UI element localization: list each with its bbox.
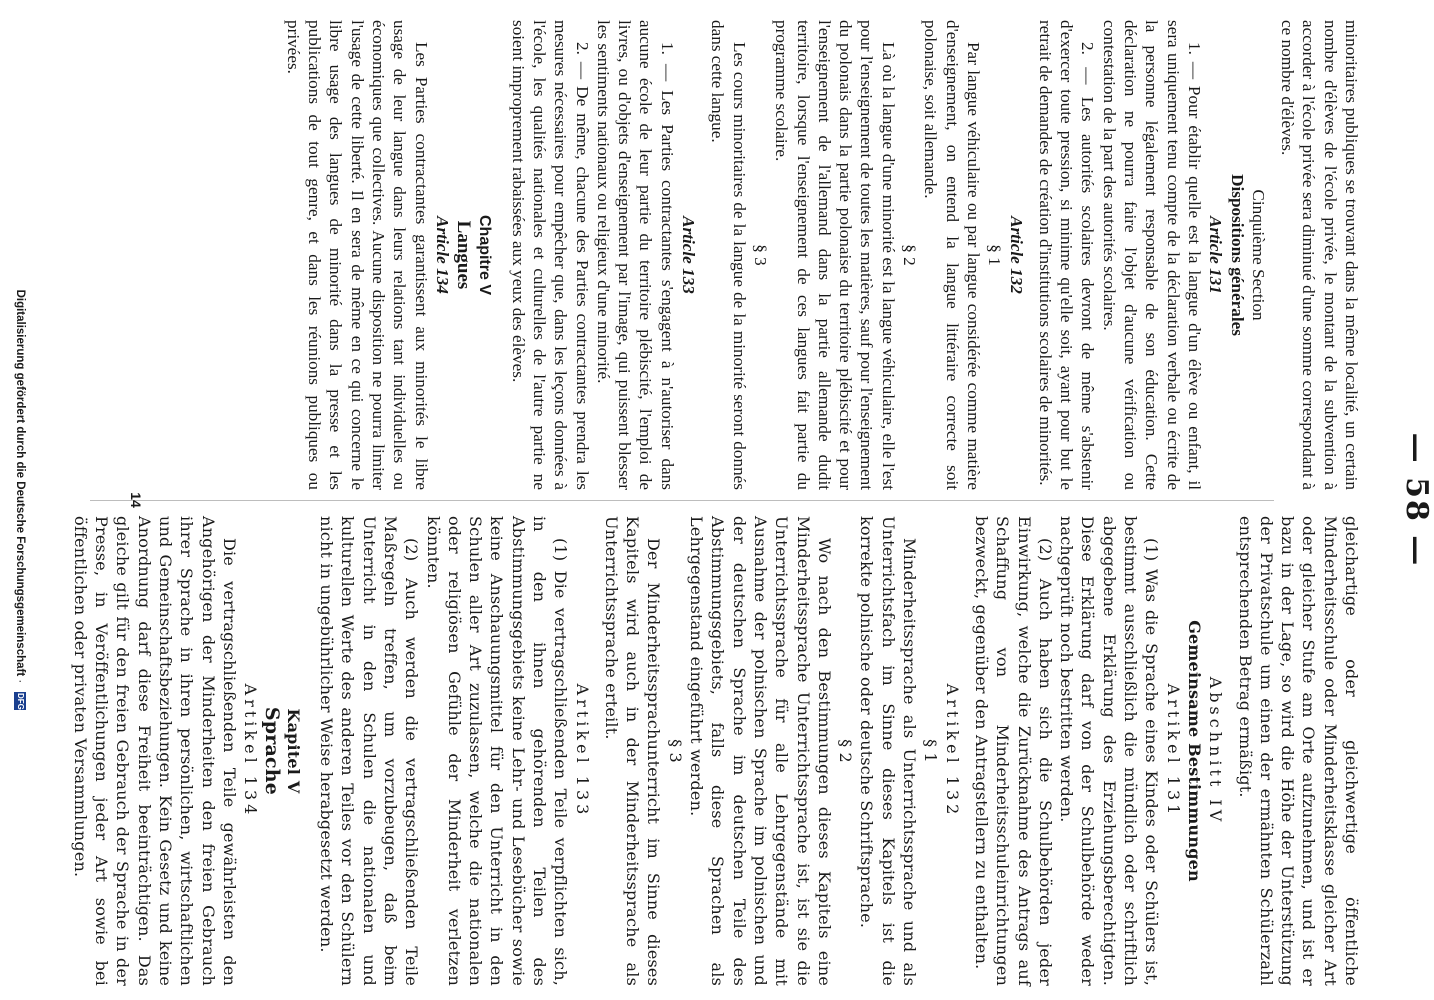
- french-chapter-label: Chapitre V: [476, 214, 494, 295]
- footer-page-number: 14: [128, 492, 144, 508]
- german-article-131-paragraph-1: (1) Was die Sprache eines Kindes oder Schülers ist, bestimmt ausschließlich die mündlich oder schriftlich abgegebene Erklärung des Erziehungsberechtigten. Diese Erklärung darf von der Schulbehörde weder nachgeprüft noch bestritten werden.: [1057, 516, 1162, 986]
- digitization-credit-text: Digitalisierung gefördert durch die Deutsche Forschungsgemeinschaft: [13, 289, 26, 677]
- french-article-131-title: Article 131: [1206, 216, 1226, 294]
- french-article-134-paragraph-1: Les Parties contractantes garantissent aux minorités le libre usage de leur langue dans leurs relations tant individuelles ou économiques que collectives. Aucune disposition ne pourra limiter l'usage de cette liberté. Il en sera de même en ce qui concerne le libre usage des langues de minorité dans la presse et les publications de tout genre, et dans les réunions publiques ou privées.: [283, 20, 431, 490]
- page-number: — 58 —: [1399, 432, 1434, 568]
- german-article-131-title: Artikel 131: [1163, 683, 1183, 819]
- french-article-131-paragraph-2: 2. — Les autorités scolaires devront de même s'abstenir d'exercer toute pression, si minime qu'elle soit, ayant pour but le retrait de demandes de création d'institutions scolaires de minorités.: [1035, 20, 1098, 490]
- french-article-134-title: Article 134: [432, 216, 452, 294]
- french-intro: minoritaires publiques se trouvant dans la même localité, un certain nombre d'élèves de l'école privée, le montant de la subvention à accorder à l'école privée sera diminué d'une somme correspondant à ce nombre d'élèves.: [1278, 20, 1361, 490]
- french-article-132-title: Article 132: [1006, 216, 1026, 294]
- french-article-132-paragraph-3: Les cours minoritaires de la langue de la minorité seront donnés dans cette langue.: [708, 20, 749, 490]
- french-article-133-paragraph-2: 2. — De même, chacune des Parties contractantes prendra les mesures nécessaires pour empêcher que, dans les leçons données à l'école, les qualités nationales et culturelles de l'autre partie ne soient improprement rabaissées aux yeux des élèves.: [508, 20, 592, 490]
- german-article-133-paragraph-2: (2) Auch werden die vertragschließenden Teile Maßregeln treffen, um vorzubeugen, daß beim Unterricht in den Schulen die nationalen und kulturellen Werte des anderen Teiles vor den Schülern nicht in ungebührlicher Weise herabgesetzt werden.: [317, 516, 422, 986]
- german-article-132-paragraph-3: Der Minderheitssprachunterricht im Sinne dieses Kapitels wird auch in der Minderheitssprache als Unterrichtssprache erteilt.: [601, 516, 664, 986]
- french-section-title: Cinquième Section: [1248, 189, 1268, 321]
- german-article-134-paragraph-1: Die vertragschließenden Teile gewährleisten den Angehörigen der Minderheiten den freien Gebrauch ihrer Sprache in ihren persönlichen, wirtschaftlichen und Gemeinschaftsbeziehungen. Kein Gesetz und keine Anordnung darf diese Freiheit beeinträchtigen. Das gleiche gilt für den freien Gebrauch der Sprache in der Presse, in Veröffentlichungen jeder Art sowie bei öffentlichen oder privaten Versammlungen.: [70, 516, 239, 986]
- german-article-134-title: Artikel 134: [241, 683, 261, 819]
- dfg-logo-icon: DFG: [16, 692, 25, 710]
- german-article-132-section-2: § 2: [836, 739, 856, 763]
- french-article-132-section-1: § 1: [985, 244, 1005, 266]
- german-article-133-title: Artikel 133: [572, 683, 592, 819]
- german-article-133-paragraph-1: (1) Die vertragschließenden Teile verpflichten sich, in den ihnen gehörenden Teilen des Abstimmungsgebiets keine Lehr- und Lesebücher sowie keine Anschauungsmittel für den Unterricht in den Schulen aller Art zuzulassen, welche die nationalen oder religiösen Gefühle der Minderheit verletzen könnten.: [423, 516, 571, 986]
- german-article-132-section-3: § 3: [665, 739, 685, 763]
- french-article-132-paragraph-2: Là où la langue d'une minorité est la langue véhiculaire, elle l'est pour l'enseignement de toutes les matières, sauf pour l'enseignement du polonais dans la partie polonaise du territoire plébiscité et pour l'enseignement de l'allemand dans la partie allemande dudit territoire, lorsque l'enseignement de ces langues fait partie du programme scolaire.: [772, 20, 898, 490]
- german-intro: gleichartige oder gleichwertige öffentliche Minderheitsschule oder Minderheitsklasse gleicher Art oder gleicher Stufe am Orte aufzunehmen, und ist er bazu in der Lage, so wird die Höhe der Unterstützung der Privatschule um einen der ermähnten Schülerzahl entsprechenden Betrag ermäßigt.: [1235, 516, 1361, 986]
- digitization-credit: Digitalisierung gefördert durch die Deutsche Forschungsgemeinschaft · DFG: [13, 289, 26, 710]
- french-article-133-title: Article 133: [679, 216, 699, 294]
- french-section-heading: Dispositions générales: [1227, 174, 1247, 336]
- french-article-133-paragraph-1: 1. — Les Parties contractantes s'engagent à n'autoriser dans aucune école de leur partie du territoire plébiscité, l'emploi de livres, ou d'objets d'enseignement par l'image, qui puissent blesser les sentiments nationaux ou religieux d'une minorité.: [593, 20, 677, 490]
- german-article-132-title: Artikel 132: [942, 683, 962, 819]
- french-article-132-section-2: § 2: [900, 244, 920, 266]
- german-article-131-paragraph-2: (2) Auch haben sich die Schulbehörden jeder Einwirkung, welche die Zurücknahme des Antrags auf Schaffung von Minderheitsschuleinrichtungen bezweckt, gegenüber den Antragstellern zu enthalten.: [971, 516, 1055, 986]
- german-section-heading: Gemeinsame Bestimmungen: [1184, 620, 1204, 882]
- column-divider: [90, 500, 1274, 501]
- german-section-title: Abschnitt IV: [1206, 676, 1226, 826]
- french-chapter-title: Langues: [453, 220, 475, 290]
- french-article-131-paragraph-1: 1. — Pour établir quelle est la langue d'un élève ou enfant, il sera uniquement tenu compte de la déclaration verbale ou écrite de la personne légalement responsable de son éducation. Cette déclaration ne pourra faire l'objet d'aucune vérification ou contestation de la part des autorités scolaires.: [1099, 20, 1204, 490]
- french-column: [282, 20, 1362, 490]
- french-article-132-paragraph-1: Par langue véhiculaire ou par langue considérée comme matière d'enseignement, on entend la langue littéraire correcte soit polonaise, soit allemande.: [921, 20, 983, 490]
- german-chapter-title: Sprache: [261, 706, 284, 796]
- french-article-132-section-3: § 3: [750, 244, 770, 266]
- german-article-132-section-1: § 1: [921, 739, 941, 763]
- german-chapter-label: Kapitel V: [283, 708, 303, 794]
- german-article-132-paragraph-2: Wo nach den Bestimmungen dieses Kapitels eine Minderheitssprache Unterrichtssprache ist, ist sie die Unterrichtssprache für alle Lehrgegenstände mit Ausnahme der polnischen Sprache im polnischen und der deutschen Sprache im deutschen Teile des Abstimmungsgebiets, falls diese Sprachen als Lehrgegenstand eingeführt werden.: [687, 516, 834, 986]
- german-column: [69, 516, 1362, 986]
- german-article-132-paragraph-1: Minderheitssprache als Unterrichtssprache und als Unterrichtsfach im Sinne dieses Kapitels ist die korrekte polnische oder deutsche Schriftsprache.: [857, 516, 920, 986]
